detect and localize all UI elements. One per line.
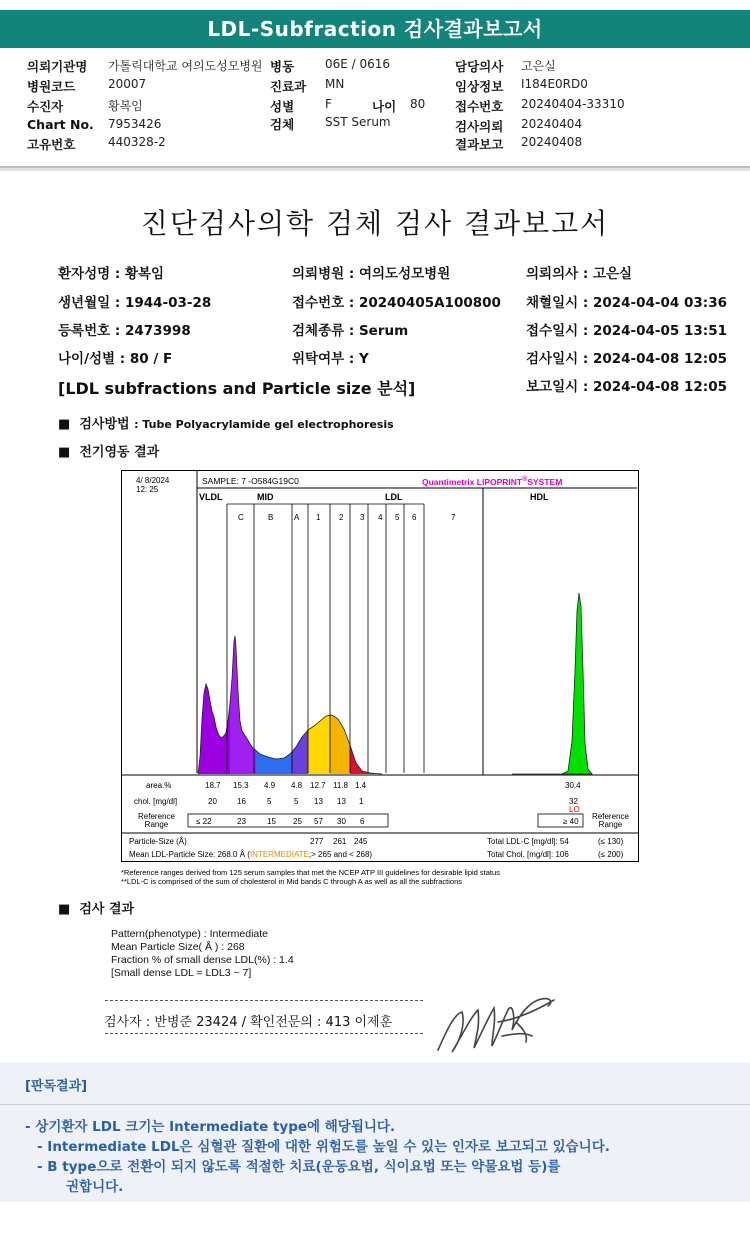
header-label: 고유번호 xyxy=(27,137,76,152)
header-value: 20240404-33310 xyxy=(521,97,625,111)
mean-ldl-suffix: ;> 265 and < 268) xyxy=(308,850,373,859)
patient-info: 접수일시 : 2024-04-05 13:51 xyxy=(526,323,727,339)
patient-info: 생년월일 : 1944-03-28 xyxy=(58,295,212,311)
result-text: Mean Particle Size( Å ) : 268 xyxy=(111,941,245,953)
header-value: 가톨릭대학교 여의도성모병원 xyxy=(108,59,263,73)
header-value: 황복임 xyxy=(108,99,143,113)
report-title: 진단검사의학 검체 검사 결과보고서 xyxy=(140,207,610,240)
ref-label-right: Reference Range xyxy=(592,812,629,829)
ref-value: 6 xyxy=(360,817,365,826)
patient-info: 의뢰병원 : 여의도성모병원 xyxy=(292,266,451,282)
header-value: 20240404 xyxy=(521,117,583,131)
size-value: 277 xyxy=(310,837,324,846)
judgment-label: [판독결과] xyxy=(25,1079,88,1094)
header-value: SST Serum xyxy=(325,115,391,129)
patient-info: 위탁여부 : Y xyxy=(292,351,369,367)
bullet-icon: ■ xyxy=(58,417,71,432)
patient-info: 검체종류 : Serum xyxy=(292,323,409,339)
header-label: 진료과 xyxy=(270,79,307,94)
patient-info: 접수번호 : 20240405A100800 xyxy=(292,295,501,311)
bullet-icon: ■ xyxy=(58,445,71,460)
band-label: 6 xyxy=(412,513,417,522)
result-text: Pattern(phenotype) : Intermediate xyxy=(111,928,269,940)
band-label: B xyxy=(268,513,274,522)
header-value: 80 xyxy=(410,97,426,111)
header-value: 고은실 xyxy=(521,59,556,73)
method-label: 검사방법 xyxy=(79,417,130,432)
patient-info: 등록번호 : 2473998 xyxy=(58,323,191,339)
header-label: Chart No. xyxy=(27,117,94,132)
area-value: 1.4 xyxy=(355,781,367,790)
area-value: 18.7 xyxy=(205,781,221,790)
electro-label: 전기영동 결과 xyxy=(79,445,160,460)
mean-ldl-size xyxy=(129,850,372,859)
method-line xyxy=(58,413,394,432)
trace-fill-hdl xyxy=(562,593,592,774)
divider xyxy=(105,1033,423,1034)
patient-info: 보고일시 : 2024-04-08 12:05 xyxy=(526,379,727,395)
chol-value: 16 xyxy=(237,797,246,806)
area-value: 4.8 xyxy=(291,781,303,790)
row-label-chol: chol. [mg/dl] xyxy=(134,797,178,806)
chol-value: 13 xyxy=(337,797,346,806)
mean-ldl-prefix: Mean LDL-Particle Size: 268.0 Å ( xyxy=(129,850,250,859)
method-value: : Tube Polyacrylamide gel electrophoresis xyxy=(134,418,394,431)
header-label: 나이 xyxy=(372,99,397,114)
trace-fill-vldl xyxy=(198,684,230,774)
header-value: 7953426 xyxy=(108,117,162,131)
header-value: I184E0RD0 xyxy=(521,77,588,91)
area-value: 11.8 xyxy=(333,781,348,790)
header-label: 의뢰기관명 xyxy=(27,59,88,74)
footnote: *Reference ranges derived from 125 serum samples that met the NCEP ATP III guidelines for desirable lipid status xyxy=(121,868,500,877)
result-line xyxy=(58,898,134,917)
ref-range-box xyxy=(188,814,388,827)
ref-value: 57 xyxy=(314,817,323,826)
section-title: [LDL subfractions and Particle size 분석] xyxy=(58,379,416,398)
signature-line: 검사자 : 반병준 23424 / 확인전문의 : 413 이제훈 xyxy=(104,1015,393,1030)
ref-value: 30 xyxy=(337,817,346,826)
chart-brand xyxy=(422,475,562,487)
header-label: 접수번호 xyxy=(455,99,504,114)
band-label: 3 xyxy=(360,513,365,522)
result-text: [Small dense LDL = LDL3 ~ 7] xyxy=(111,967,252,979)
brand-mark: ® xyxy=(522,475,528,483)
header-label: 수진자 xyxy=(27,99,64,114)
area-value: 12.7 xyxy=(310,781,326,790)
ref-value: ≤ 22 xyxy=(196,817,212,826)
chol-value: 5 xyxy=(267,797,272,806)
judgment-line: - B type으로 전환이 되지 않도록 적절한 치료(운동요법, 식이요법 또는 약물요법 등)를 xyxy=(37,1159,561,1175)
ref-value: 25 xyxy=(293,817,302,826)
size-value: 261 xyxy=(333,837,347,846)
header-label: 담당의사 xyxy=(455,59,504,74)
header-value: 440328-2 xyxy=(108,135,166,149)
header-label: 성별 xyxy=(270,99,295,114)
header-label: 병동 xyxy=(270,59,295,74)
result-text: Fraction % of small dense LDL(%) : 1.4 xyxy=(111,954,294,966)
judgment-line: - 상기환자 LDL 크기는 Intermediate type에 해당됩니다. xyxy=(25,1119,396,1135)
chol-value: 32 xyxy=(569,797,578,806)
header-label: 병원코드 xyxy=(27,79,76,94)
chol-value: 1 xyxy=(359,797,364,806)
request-header xyxy=(0,48,750,168)
group-label: VLDL xyxy=(199,492,223,502)
header-value: MN xyxy=(325,77,345,91)
chart-time: 12: 25 xyxy=(136,485,159,494)
patient-info: 검사일시 : 2024-04-08 12:05 xyxy=(526,351,727,367)
area-value: 15.3 xyxy=(233,781,249,790)
judgment-line: 권합니다. xyxy=(66,1179,124,1195)
chol-value: 13 xyxy=(314,797,323,806)
total-ldl: Total LDL-C [mg/dl]: 54 xyxy=(487,837,569,846)
header-label: 검체 xyxy=(270,117,295,132)
judgment-line: - Intermediate LDL은 심혈관 질환에 대한 위험도를 높일 수 있는 인자로 보고되고 있습니다. xyxy=(37,1139,610,1155)
ref-value: 15 xyxy=(267,817,276,826)
band-label: C xyxy=(238,513,244,522)
band-label: 1 xyxy=(316,513,321,522)
area-value: 30.4 xyxy=(565,781,581,790)
patient-info: 채혈일시 : 2024-04-04 03:36 xyxy=(526,295,727,311)
total-chol-ref: (≤ 200) xyxy=(598,850,624,859)
row-label-size: Particle-Size (Å) xyxy=(129,837,187,846)
chol-value: 5 xyxy=(294,797,299,806)
trace-fill-ldl2 xyxy=(330,715,350,774)
band-label: 2 xyxy=(339,513,344,522)
trace-fill-ldl1 xyxy=(308,715,330,774)
header-label: 임상정보 xyxy=(455,79,504,94)
judgment-divider xyxy=(0,1104,750,1105)
chol-value: 20 xyxy=(208,797,217,806)
divider xyxy=(105,1000,423,1001)
header-value: 20007 xyxy=(108,77,147,91)
band-label: 7 xyxy=(451,513,456,522)
row-label-area: area.% xyxy=(146,781,172,790)
signature-image xyxy=(432,992,562,1058)
electrophoresis-chart xyxy=(121,470,639,862)
footnote: **LDL-C is comprised of the sum of cholesterol in Mid bands C through A as well as all the subfractions xyxy=(121,877,463,886)
band-label: 5 xyxy=(395,513,400,522)
chart-date: 4/ 8/2024 xyxy=(136,476,170,485)
group-label: MID xyxy=(257,492,274,502)
trace-fill-vldl2 xyxy=(230,636,256,774)
band-label: 4 xyxy=(378,513,383,522)
row-label-ref: Reference Range xyxy=(138,812,175,829)
ref-value: ≥ 40 xyxy=(563,817,579,826)
page-title: LDL-Subfraction 검사결과보고서 xyxy=(0,10,750,48)
trace-fill-mid xyxy=(256,751,292,775)
total-ldl-ref: (≤ 130) xyxy=(598,837,624,846)
mean-ldl-phenotype: INTERMEDIATE xyxy=(249,850,309,859)
header-value: 20240408 xyxy=(521,135,583,149)
chart-sample: SAMPLE: 7 -O584G19C0 xyxy=(202,476,299,486)
chart-svg xyxy=(122,471,638,861)
size-value: 245 xyxy=(354,837,368,846)
brand-suffix: SYSTEM xyxy=(527,476,563,487)
header-value: F xyxy=(325,97,332,111)
total-chol: Total Chol. [mg/dl]: 106 xyxy=(487,850,569,859)
area-value: 4.9 xyxy=(264,781,276,790)
hdl-flag: LO xyxy=(569,805,580,814)
header-label: 결과보고 xyxy=(455,137,504,152)
group-label: HDL xyxy=(530,492,549,502)
brand-name: Quantimetrix LIPOPRINT xyxy=(422,476,523,487)
electro-line xyxy=(58,441,159,460)
ref-value: 23 xyxy=(237,817,246,826)
group-label: LDL xyxy=(385,492,403,502)
result-label: 검사 결과 xyxy=(79,902,135,917)
header-value: 06E / 0616 xyxy=(325,57,391,71)
patient-info: 의뢰의사 : 고은실 xyxy=(526,266,633,282)
bullet-icon: ■ xyxy=(58,902,71,917)
patient-info: 환자성명 : 황복임 xyxy=(58,266,165,282)
header-label: 검사의뢰 xyxy=(455,119,504,134)
judgment-panel xyxy=(0,1062,750,1202)
trace-fill-mid-a xyxy=(292,730,308,774)
band-label: A xyxy=(294,513,300,522)
patient-info: 나이/성별 : 80 / F xyxy=(58,351,173,367)
